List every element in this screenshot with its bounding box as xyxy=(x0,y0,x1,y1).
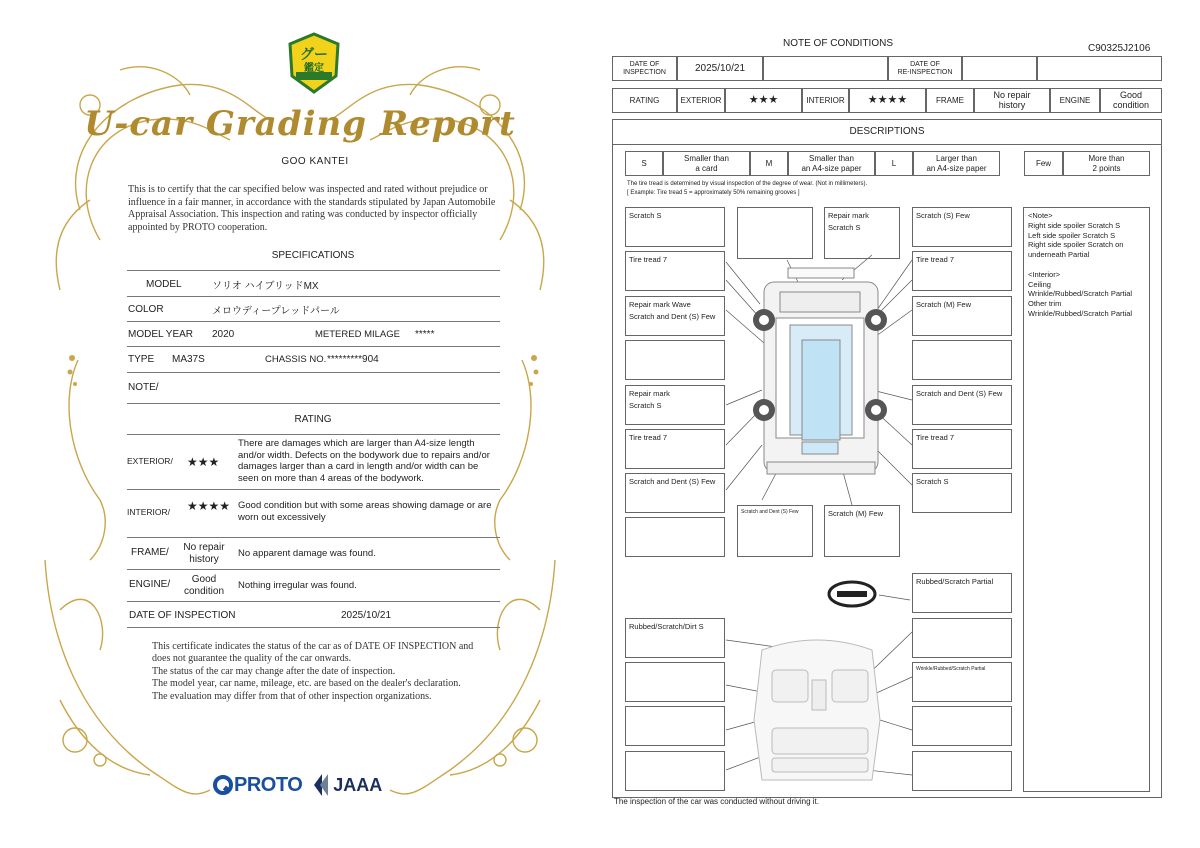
exterior-note-box: Tire tread 7 xyxy=(625,429,725,469)
frame-rating xyxy=(127,540,500,568)
certificate-intro: This is to certify that the car specified below was inspected and rated without prejudice or influence in a fair manner, in accordance with the standards stipulated by Japan Automobile Appraisal Association. This inspection and rating was conducted by inspector officially appointed by PROTO cooperation. xyxy=(128,184,496,233)
side-note-panel: <Note> Right side spoiler Scratch S Left side spoiler Scratch S Right side spoiler Scratch on underneath Partial <Interior> Ceiling Wrinkle/Rubbed/Scratch Partial Other trim Wrinkle/Rubbed/Scratch Partial xyxy=(1023,207,1150,792)
divider xyxy=(127,372,500,373)
date-of-reinspection-label: DATE OF RE-INSPECTION xyxy=(888,56,962,81)
type-value: MA37S xyxy=(172,353,205,365)
interior-note-box: Rubbed/Scratch Partial xyxy=(912,573,1012,613)
chassis-value: *********904 xyxy=(327,353,379,365)
interior-description: Good condition but with some areas showing damage or are worn out excessively xyxy=(238,500,492,523)
engine-description: Nothing irregular was found. xyxy=(238,580,357,591)
descriptions-heading: DESCRIPTIONS xyxy=(612,119,1162,145)
jaaa-logo-icon xyxy=(312,772,382,798)
type-label: TYPE xyxy=(128,353,155,365)
certificate-footer: This certificate indicates the status of the car as of DATE OF INSPECTION and does not guarantee the quality of the car onwards. The status of the car may change after the date of inspection. The model year, car name, mileage, etc. are based on the dealer's declaration. The evaluation may differ from that of other inspection organizations. xyxy=(152,641,474,702)
model-label: MODEL xyxy=(146,278,182,290)
exterior-note-box: Tire tread 7 xyxy=(912,251,1012,291)
engine-label: ENGINE/ xyxy=(129,579,171,590)
goo-kantei-badge-icon xyxy=(286,32,342,94)
metered-mileage-label: METERED MILAGE xyxy=(315,328,400,340)
reinspection-blank xyxy=(1037,56,1162,81)
model-value: ソリオ ハイブリッドMX xyxy=(212,280,319,292)
exterior-note-box: Repair mark Wave Scratch and Dent (S) Few xyxy=(625,296,725,336)
proto-logo-icon xyxy=(212,774,302,797)
exterior-note-box: Scratch S xyxy=(912,473,1012,513)
exterior-note-box: Scratch (S) Few xyxy=(912,207,1012,247)
engine-rating xyxy=(127,572,500,600)
spec-type-row xyxy=(127,347,500,371)
interior-label: INTERIOR xyxy=(802,88,849,113)
date-of-inspection-value: 2025/10/21 xyxy=(677,56,763,81)
engine-value: Good condition xyxy=(183,574,225,597)
date-of-inspection-label: DATE OF INSPECTION xyxy=(612,56,677,81)
report-subtitle: GOO KANTEI xyxy=(281,156,349,167)
legend-few: Few xyxy=(1024,151,1063,176)
legend-m-desc: Smaller than an A4-size paper xyxy=(788,151,875,176)
interior-note-box xyxy=(625,751,725,791)
legend-s-desc: Smaller than a card xyxy=(663,151,750,176)
exterior-note-box xyxy=(912,340,1012,380)
rating-heading: RATING xyxy=(294,414,332,425)
divider xyxy=(127,489,500,490)
tire-example: [ Example: Tire tread 5 = approximately 50% remaining grooves ] xyxy=(627,190,800,196)
exterior-note-box: Scratch and Dent (S) Few xyxy=(737,505,813,557)
exterior-note-box: Scratch (M) Few xyxy=(912,296,1012,336)
exterior-note-box: Scratch S xyxy=(625,207,725,247)
divider xyxy=(127,434,500,435)
inspection-footnote: The inspection of the car was conducted without driving it. xyxy=(614,797,819,806)
frame-label: FRAME xyxy=(926,88,974,113)
spec-note-row xyxy=(127,375,500,399)
interior-rating xyxy=(127,496,500,532)
divider xyxy=(127,601,500,602)
interior-note-box: Wrinkle/Rubbed/Scratch Partial xyxy=(912,662,1012,702)
frame-label: FRAME/ xyxy=(131,547,169,558)
frame-value: No repair history xyxy=(183,542,225,565)
jaaa-logo-text: JAAA xyxy=(333,774,383,795)
exterior-stars: ★★★ xyxy=(187,455,220,469)
exterior-note-box xyxy=(625,517,725,557)
exterior-note-box: Scratch (M) Few xyxy=(824,505,900,557)
legend-s: S xyxy=(625,151,663,176)
svg-text:グー: グー xyxy=(300,47,328,63)
interior-note-box xyxy=(625,706,725,746)
color-label: COLOR xyxy=(128,303,164,315)
frame-description: No apparent damage was found. xyxy=(238,548,376,559)
logos xyxy=(212,770,382,800)
tire-note: The tire tread is determined by visual inspection of the degree of wear. (Not in millimeters). xyxy=(627,181,868,187)
model-year-label: MODEL YEAR xyxy=(128,328,194,340)
interior-note-box: Rubbed/Scratch/Dirt S xyxy=(625,618,725,658)
divider xyxy=(127,569,500,570)
proto-logo-text: PROTO xyxy=(234,773,303,796)
exterior-note-box: Scratch and Dent (S) Few xyxy=(625,473,725,513)
legend-l-desc: Larger than an A4-size paper xyxy=(913,151,1000,176)
interior-note-box xyxy=(625,662,725,702)
legend-few-desc: More than 2 points xyxy=(1063,151,1150,176)
exterior-note-box: Tire tread 7 xyxy=(912,429,1012,469)
spec-model-row xyxy=(127,272,500,296)
interior-note-box xyxy=(912,706,1012,746)
exterior-note-box: Repair mark Scratch S xyxy=(824,207,900,259)
interior-note-box xyxy=(912,751,1012,791)
steering-wheel-icon xyxy=(829,582,875,606)
legend-m: M xyxy=(750,151,788,176)
exterior-rating xyxy=(127,438,500,488)
legend-l: L xyxy=(875,151,913,176)
date-of-inspection-label: DATE OF INSPECTION xyxy=(129,609,236,621)
divider xyxy=(127,627,500,628)
divider xyxy=(127,270,500,271)
divider xyxy=(127,537,500,538)
color-value: メロウディープレッドパール xyxy=(212,305,340,317)
spec-color-row xyxy=(127,297,500,321)
date-of-inspection-row xyxy=(127,603,500,627)
exterior-label: EXTERIOR xyxy=(677,88,725,113)
note-title: NOTE OF CONDITIONS xyxy=(783,38,893,49)
date-of-inspection-blank xyxy=(763,56,888,81)
exterior-description: There are damages which are larger than A4-size length and/or width. Defects on the bodywork due to repairs and/or damages larger than a card in length and/or width can be seen on more than 4 areas of the bodywork. xyxy=(238,438,490,484)
divider xyxy=(127,403,500,404)
exterior-note-box: Tire tread 7 xyxy=(625,251,725,291)
exterior-note-box: Scratch and Dent (S) Few xyxy=(912,385,1012,425)
interior-stars: ★★★★ xyxy=(849,88,926,113)
exterior-stars: ★★★ xyxy=(725,88,802,113)
date-of-reinspection-value xyxy=(962,56,1037,81)
exterior-note-box xyxy=(737,207,813,259)
exterior-note-box: Repair mark Scratch S xyxy=(625,385,725,425)
specifications-heading: SPECIFICATIONS xyxy=(271,250,355,261)
engine-label: ENGINE xyxy=(1050,88,1100,113)
note-code: C90325J2106 xyxy=(1088,43,1151,54)
frame-value: No repair history xyxy=(974,88,1050,113)
engine-value: Good condition xyxy=(1100,88,1162,113)
exterior-label: EXTERIOR/ xyxy=(127,456,173,466)
svg-text:鑑定: 鑑定 xyxy=(304,63,324,74)
chassis-label: CHASSIS NO. xyxy=(265,353,327,365)
interior-label: INTERIOR/ xyxy=(127,507,170,517)
spec-year-row xyxy=(127,322,500,346)
model-year-value: 2020 xyxy=(212,328,235,340)
rating-label: RATING xyxy=(612,88,677,113)
exterior-note-box xyxy=(625,340,725,380)
metered-mileage-value: ***** xyxy=(415,328,435,340)
note-label: NOTE/ xyxy=(128,381,159,393)
date-of-inspection-value: 2025/10/21 xyxy=(341,609,392,621)
report-title: U-car Grading Report xyxy=(84,104,516,144)
interior-note-box xyxy=(912,618,1012,658)
interior-stars: ★★★★ xyxy=(187,499,231,513)
